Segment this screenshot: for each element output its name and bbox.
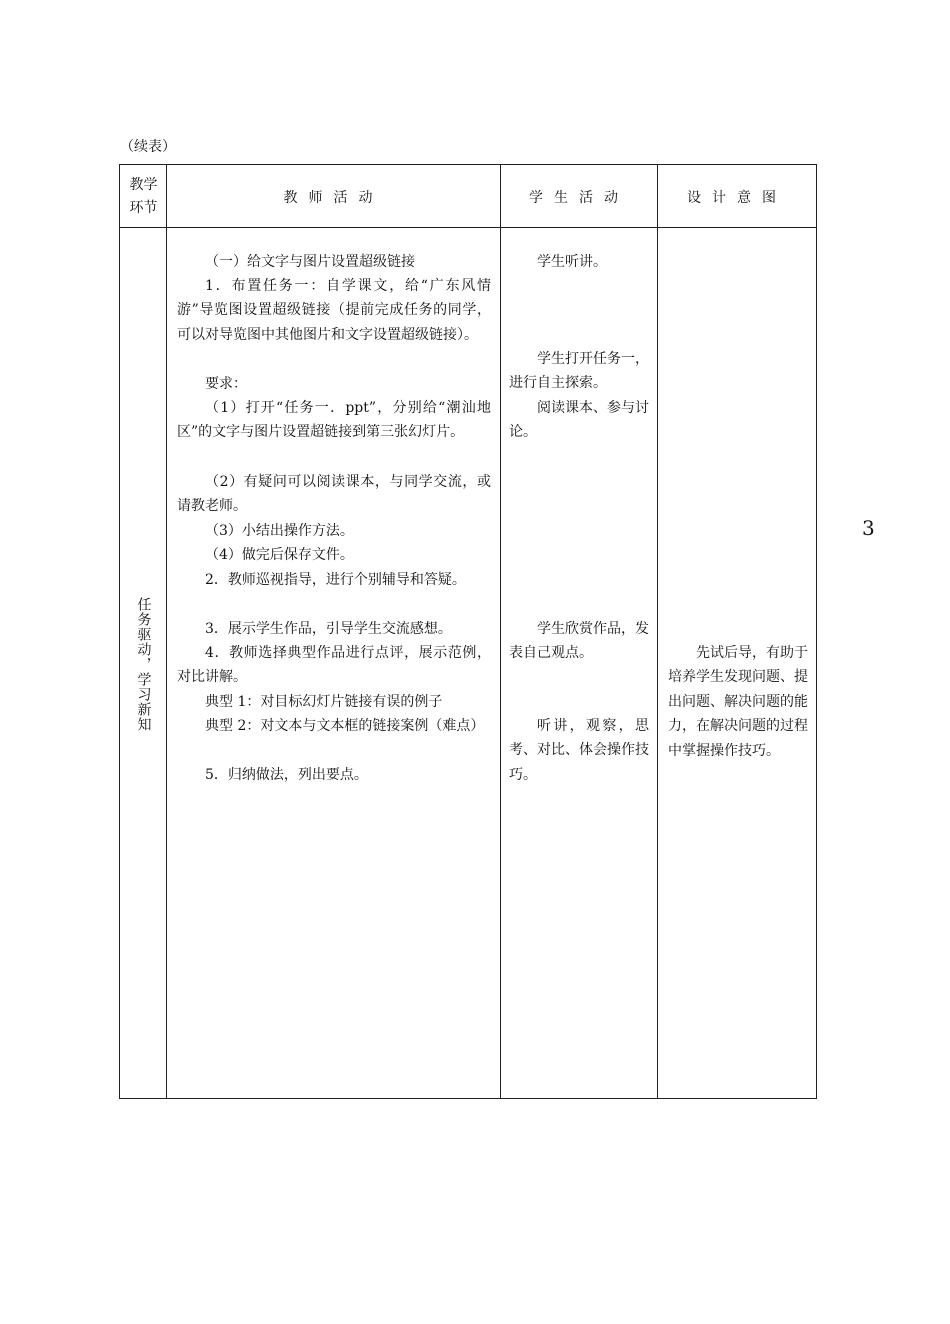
teacher-paragraph: 2．教师巡视指导，进行个别辅导和答疑。 <box>205 572 466 588</box>
design-paragraph: 先试后导，有助于培养学生发现问题、提出问题、解决问题的能力，在解决问题的过程中掌握操作技巧。 <box>668 645 808 759</box>
teacher-paragraph: 3．展示学生作品，引导学生交流感想。 <box>205 621 452 637</box>
header-stage-line1: 教学 <box>129 176 158 193</box>
student-paragraph: 阅读课本、参与讨论。 <box>509 400 649 441</box>
teacher-paragraph: 1．布置任务一：自学课文，给“广东风情游”导览图设置超级链接（提前完成任务的同学，可以对导览图中其他图片和文字设置超级链接）。 <box>177 278 491 343</box>
column-divider <box>657 165 658 1098</box>
teacher-paragraph: （4）做完后保存文件。 <box>205 547 354 563</box>
teacher-paragraph: 5．归纳做法，列出要点。 <box>205 767 368 783</box>
header-student-activity: 学生活动 <box>529 189 629 206</box>
student-paragraph: 学生欣赏作品，发表自己观点。 <box>509 621 649 662</box>
teacher-paragraph: 要求： <box>205 376 247 392</box>
student-paragraph: 听讲，观察，思考、对比、体会操作技巧。 <box>509 718 649 783</box>
lesson-plan-table <box>119 164 817 1099</box>
header-teacher-activity: 教师活动 <box>283 189 384 206</box>
student-paragraph: 学生听讲。 <box>537 254 607 270</box>
student-activity-cell <box>509 228 649 1098</box>
teacher-paragraph: 4．教师选择典型作品进行点评，展示范例，对比讲解。 <box>177 645 491 686</box>
header-design-intent: 设计意图 <box>687 189 787 206</box>
teacher-paragraph: （3）小结出操作方法。 <box>205 523 354 539</box>
student-paragraph: 学生打开任务一，进行自主探索。 <box>509 351 649 392</box>
teacher-paragraph: 典型 2：对文本与文本框的链接案例（难点） <box>205 718 485 734</box>
stage-cell <box>120 228 167 1098</box>
teacher-paragraph: 典型 1：对目标幻灯片链接有误的例子 <box>205 694 443 710</box>
stage-label: 任务驱动，学习新知 <box>135 596 152 732</box>
teacher-activity-cell <box>177 228 491 1098</box>
design-intent-cell <box>668 228 808 1098</box>
header-stage <box>120 165 167 228</box>
teacher-paragraph: （一）给文字与图片设置超级链接 <box>205 254 415 270</box>
page-number: 3 <box>862 516 875 540</box>
teacher-paragraph: （1）打开“任务一．ppt”，分别给“潮汕地区”的文字与图片设置超链接到第三张幻灯片。 <box>177 400 491 441</box>
teacher-paragraph: （2）有疑问可以阅读课本，与同学交流，或请教老师。 <box>177 474 491 515</box>
header-stage-line2: 环节 <box>129 199 158 216</box>
column-divider <box>500 165 501 1098</box>
table-caption: （续表） <box>120 139 176 155</box>
